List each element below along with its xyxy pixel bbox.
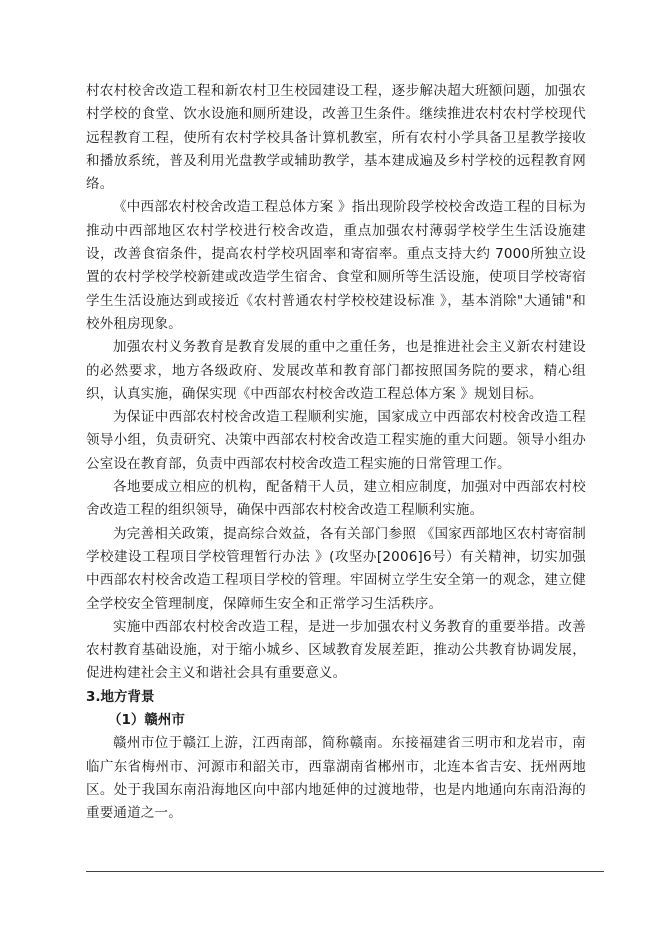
body-paragraph-2: 《中西部农村校舍改造工程总体方案 》指出现阶段学校校舍改造工程的目标为推动中西部地区农村学校进行校舍改造，重点加强农村薄弱学校学生生活设施建设，改善食宿条件，提高农村学校巩固率和寄宿率。重点支持大约 7000所独立设置的农村学校学校新建或改造学生宿舍、食堂和厕所等生活设施，使项目学校寄宿学生生活设施达到或接近《农村普通农村学校校建设标准 》，基本消除"大通铺"和校外租房现象。 — [86, 199, 586, 332]
body-paragraph-6: 为完善相关政策，提高综合效益，各有关部门参照 《国家西部地区农村寄宿制学校建设工程项目学校管理暂行办法 》(攻坚办[2006]6号）有关精神，切实加强中西部农村校舍改造工程项目学校的管理。牢固树立学生安全第一的观念，建立健全学校安全管理制度，保障师生安全和正常学习生活秩序。 — [86, 525, 586, 612]
subsection-heading: （1）赣州市 — [108, 712, 185, 729]
body-paragraph-1: 村农村校舍改造工程和新农村卫生校园建设工程，逐步解决超大班额问题，加强农村学校的食堂、饮水设施和厕所建设，改善卫生条件。继续推进农村农村学校现代远程教育工程，使所有农村学校具备计算机教室，所有农村小学具备卫星教学接收和播放系统，普及利用光盘教学或辅助教学，基本建成遍及乡村学校的远程教育网络。 — [86, 83, 586, 193]
footer-divider — [86, 871, 604, 872]
section-heading: 3.地方背景 — [86, 688, 155, 705]
body-paragraph-7: 实施中西部农村校舍改造工程，是进一步加强农村义务教育的重要举措。改善农村教育基础设施，对于缩小城乡、区域教育发展差距，推动公共教育协调发展，促进构建社会主义和谐社会具有重要意义。 — [86, 618, 586, 682]
ganzhou-paragraph: 赣州市位于赣江上游，江西南部，简称赣南。东接福建省三明市和龙岩市，南临广东省梅州市、河源市和韶关市，西靠湖南省郴州市，北连本省吉安、抚州两地区。处于我国东南沿海地区向中部内地延伸的过渡地带，也是内地通向东南沿海的重要通道之一。 — [86, 735, 586, 822]
body-paragraph-4: 为保证中西部农村校舍改造工程顺利实施，国家成立中西部农村校舍改造工程领导小组，负责研究、决策中西部农村校舍改造工程实施的重大问题。领导小组办公室设在教育部，负责中西部农村校舍改造工程实施的日常管理工作。 — [86, 409, 586, 472]
body-paragraph-5: 各地要成立相应的机构，配备精干人员，建立相应制度，加强对中西部农村校舍改造工程的组织领导，确保中西部农村校舍改造工程顺利实施。 — [86, 479, 586, 519]
body-paragraph-3: 加强农村义务教育是教育发展的重中之重任务，也是推进社会主义新农村建设的必然要求，地方各级政府、发展改革和教育部门都按照国务院的要求，精心组织，认真实施，确保实现《中西部农村校舍改造工程总体方案 》规划目标。 — [86, 339, 586, 402]
document-body — [86, 80, 586, 826]
